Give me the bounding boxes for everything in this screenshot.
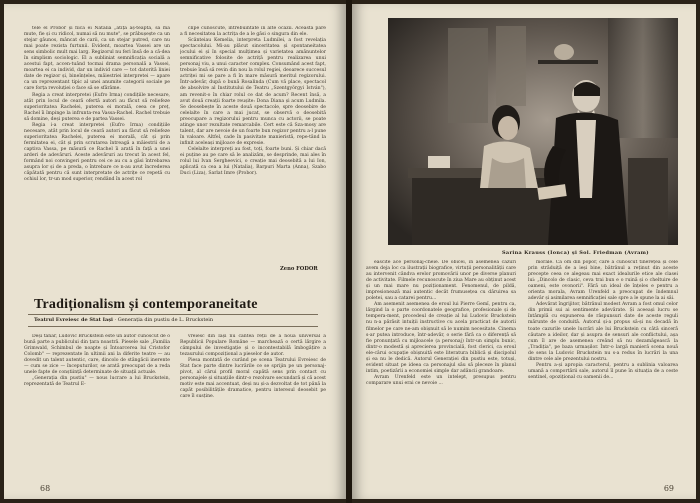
left-col1-paragraph: Regia a creat interpretei (Eufro Irma) condițiile necesare, atât prin locul de ceară ofertă autori au făcut să reliefeze superioritatea Rachelei, puterea ei morală, ceea ce preț, Rachel îi împinge la infrunta-rea Vassa-Rachel. Rachel trebuie să domine, deși puterea e de partea Vassei.: [24, 92, 170, 122]
title-rule: [28, 314, 318, 315]
section-title: Tradiționalism și contemporaneitate: [34, 297, 258, 312]
left-lower-col2-paragraph: vreiesc din Iași nu cântea reții de a nouă universal a Republicii Populare Române — marchează o certă lărgire a câmpului de investigație și o incontestabilă îmbogățire a tezaurului compozițional a pieselor de autor.: [180, 334, 326, 358]
left-col1-paragraph: tele el Probor și fiica ei Natalia „atița aș-teaptă, să mă mute, fie și cu ridicol, numai să nu mute", se prăbușește ca un stejar gâunos, mâncat de carii, ca un stejar putred, care nu mai poate rezista furtunii. Evident, moartea Vassei are un sens simbolic mult mai larg. Regizorul nu feri însă de a că-dea în simplism sociologic. El a subliniat semnificația socială a acestui fapt, accen-tuând tocmai drama personală a Vassei, moartea ei ca individ, dar un individ care — tot datorită liniei date de regizor și, bineînțeles, măiestriei interpretei — apare ca un reprezentant tipic al unei anumite categorii sociale pe care forța revoluției o face să se sfărâme.: [24, 26, 170, 92]
article-signature: Zeno FODOR: [280, 266, 318, 272]
left-col1-paragraph: Regia i-a creat interpretei (Eufro Irma) condițiile necesare, atât prin locul de ceară autori au făcut să reliefeze superioritatea Rachelei, puterea ei morală, cât și prin fermitatea ei, cât și prin scrutarea întreagă a măiestrii de a captiva Vassa, pe măsură ce Rachel îi arată în față a unei arderi de adevăruri. Aceste adevăruri au trecut în acest fel, formând noi convingeri pentru cei ce au cu a găsi întrebarea asupra lor și de a preda, o întrebare ce n-au avut încrederea căpătată pentru că sunt interpretate de actrițe ce repetă cu ochiul lor, tr-un mod superior, rendând în acest rol: [24, 122, 170, 183]
right-col2-paragraph: Pentru a-și apropia caracterul, pentru a sublinia valoarea umană a comportării sale, autorul îl pune în situația de a ceste sentinel, opozițional cu oamenii de...: [528, 362, 678, 380]
stage-photo-image: [388, 18, 678, 245]
stage-photo: [388, 18, 678, 245]
left-lower-col1-paragraph: Deși tânăr, Ludovic Bruckstein este un autor cunoscut de o bună parte a publicului din țara noastră. Piesele sale „Familia Grimwald, Schimbul de noapte și Întoarcerea lui Cristofor Colomb" — reprezentate în ultimii ani la diferite teatre — au dovedit un talent autentic, care, dincolo de stângăcii inerente — cum se zice — începuturilor, se arată preocupat de a reda unele fapte de conștiință determinate de situații actuale.: [24, 334, 170, 376]
left-lower-col2-paragraph: Piesa montată de curând pe scena Teatrului Evreiesc de Stat face parte dintre lucrările ce se sprijin pe un personaj-pivot, al cărui profil moral capătă sens prin contact cu personajele și situațiile dintr-o rezolvare secundară și că acest motiv este mai accentuat, deși nu și-a dezvoltat de tot până la capăt posibilitățile dramatice, pentru interesul deosebit pe care îl susține.: [180, 358, 326, 400]
left-column-1: [24, 26, 170, 272]
section-subtitle: [34, 317, 213, 323]
right-col2-paragraph: morale. Ca om din popor, care a cunoscut tinerețea și cele prin străduiță de a ieși bine, bătrânul a reținut din aceste precepte ceea ce alegeau mai exact idealurile etice ale clasei lui: „Dincolo de clasic, ceva trai bun e o ruină și o cheltuire de oameni, este ovonorii". Fără un ideal de înțeles e pentru a orienta morala, Avram Urenfeld a preocupat de îndemnul adevăr și asimilarea semnificației sale spre a le spune la ai săi.: [528, 260, 678, 302]
left-col2-paragraph: Celelalte interpreți au fost, toți, foarte buni. Și chiar dacă ei puține au pe care să le analizăm, se desprinde, mai ales în rolul lui Ivan Sergheevici, o creație mai deosebită a lui Ion, aplicată ca cea a lui (Natalia), Barpuri Marta (Anna), Szabo Duci (Liza), Sarlat Imre (Probor).: [180, 146, 326, 177]
page-number-left: 68: [40, 484, 51, 493]
left-lower-col1-paragraph: „Generația din pustiu" — nous lucrare a lui Bruckstein, reprezentată de Teatrul E-: [24, 376, 170, 388]
photo-caption: Sarina Krauss (Ionca) și Sol. Friedman (Avram): [502, 250, 649, 256]
page-number-right: 69: [663, 484, 674, 493]
left-column-2: [180, 26, 326, 262]
section-subtitle-theatre: Teatrul Evreiesc de Stat Iași: [34, 317, 113, 323]
left-col2-paragraph: clipe cunoscute, intrebuintate în alte ocazii. Aceasta pare a fi necesitatea la actrița de a le găsi o singura din ele.: [180, 26, 326, 38]
left-lower-column-1: [24, 334, 170, 474]
subtitle-rule: [28, 326, 318, 327]
right-col1-paragraph: eascite ace personaj-cheie. De obicei, în asemenea cazuri avem deja loc ca ilustrații biografice, virtuții personalității care au intervenit cândva erelor promovării unor pe diverse planuri de activitate. Filmele recunoscute în ziua Mare au obținut acest și un mai mare nu poziționament. Fenomenul, de pildă, impresionează mai autentic decât frumusețea cu dăruirea sa poletei, sau a catarei pentru...: [366, 260, 516, 302]
right-column-1: [366, 260, 516, 476]
right-column-2: [528, 260, 678, 476]
left-lower-column-2: [180, 334, 326, 474]
right-col1-paragraph: Am asemenit asemenea de eroul lui Pierre Gemî, pentru ca, lărgind la o parte coordonatele geografice, profesionale și de tempera-ment, procedeul de creație al lui Ludovic Bruckstein nu n-a părăsit intuiții instructive cu acela practicat de autorii filmelor pe care ne-am obișnuit să le numim necesitate. Cinema s-ar putea introduce, într-adevăr, o serie fără ca o diferență să fie pronunțată cu mijloacele (a personaj) într-un simplu bunic, dintr-o modestă și aprecierea provincială, fost clerici, ca eroul ele-cărui ocupație obișnuită este literatura biblică și discipolul și ea nu le dedică. Autorul Generației din pustiu este, totuși, evident situat pe ideea ca personajul său să pleceze în planul intim, poetizării a economiei simple dar adâncii grandoare.: [366, 302, 516, 374]
right-page: [352, 4, 696, 499]
right-col1-paragraph: Avram Urenfeld este un intelept, presupus pentru comparare unui erai ce nevoie ...: [366, 374, 516, 386]
section-subtitle-play: · Generația din pustiu de L. Bruckstein: [114, 317, 214, 323]
right-col2-paragraph: Adevărat îngrijitor, bătrânul modest Avram a fost omul celor din primii sui ai sentimente adevărate. Și aceeași lucru se întâmplă cu expunerea de răspunsuri date de aceste reguli mărunte de conduită. Autorul și-a propus să-și nu decadă în toate cazurile unele lucrări ale lui Bruckstein cu câtă sinceră căutare a ideilor, dar și asupra de sensuri ale conflictului, așa cum îl are de asemenea creând să nu dezamăgească la „Tradiția", pe baza urmașilor. Într-o largă manieră scena nouă de sens la Ludovic Bruckstein nu s-a redus în lucrări la una dintre cele ale prezentului nostru.: [528, 302, 678, 362]
left-page: [4, 4, 346, 499]
left-col2-paragraph: Scânteiau Kemelia, interpreta Ludmilei, a fost revelația spectacolului. Mi-au plăcut sinceritatea și spontaneitatea jocului ei și în special mulțimea și varietatea amănuntelor semnificative folosite de actriță pentru realizarea unui personaj viu, a unui caracter complex. Consumând acest fapt, trebuie însă să revin din nou la rolul regiei, deoarece succesul actriței mi se pare a fi în mare măsură meritul regizorului. Într-adevăr, după o bună Rosalinda (Cum vă place, spectacol de absolvire al Institutului de Teatru „Szentgyörgyi István"), am revenit-o în chiar rolul ce dat de acum? Recent însă, a avut două creații foarte reușite: Dona Diana și acum Ludmila. Se deosebește în aceste două spectacole, spre deosebire de celelalte în care a mai jucat, se observă o deosebită preocupare a regizorului pentru munca cu actorii, se poate atinge unor rezultate remarcabile. Cert este că Sza-mosy are talent, dar are nevoie de un foarte bun regizor pentru a-l pune în valoare. Altfel, cade în pasivitate manieristă, repe-tând la infinit aceleași mijloace de expresie.: [180, 38, 326, 146]
